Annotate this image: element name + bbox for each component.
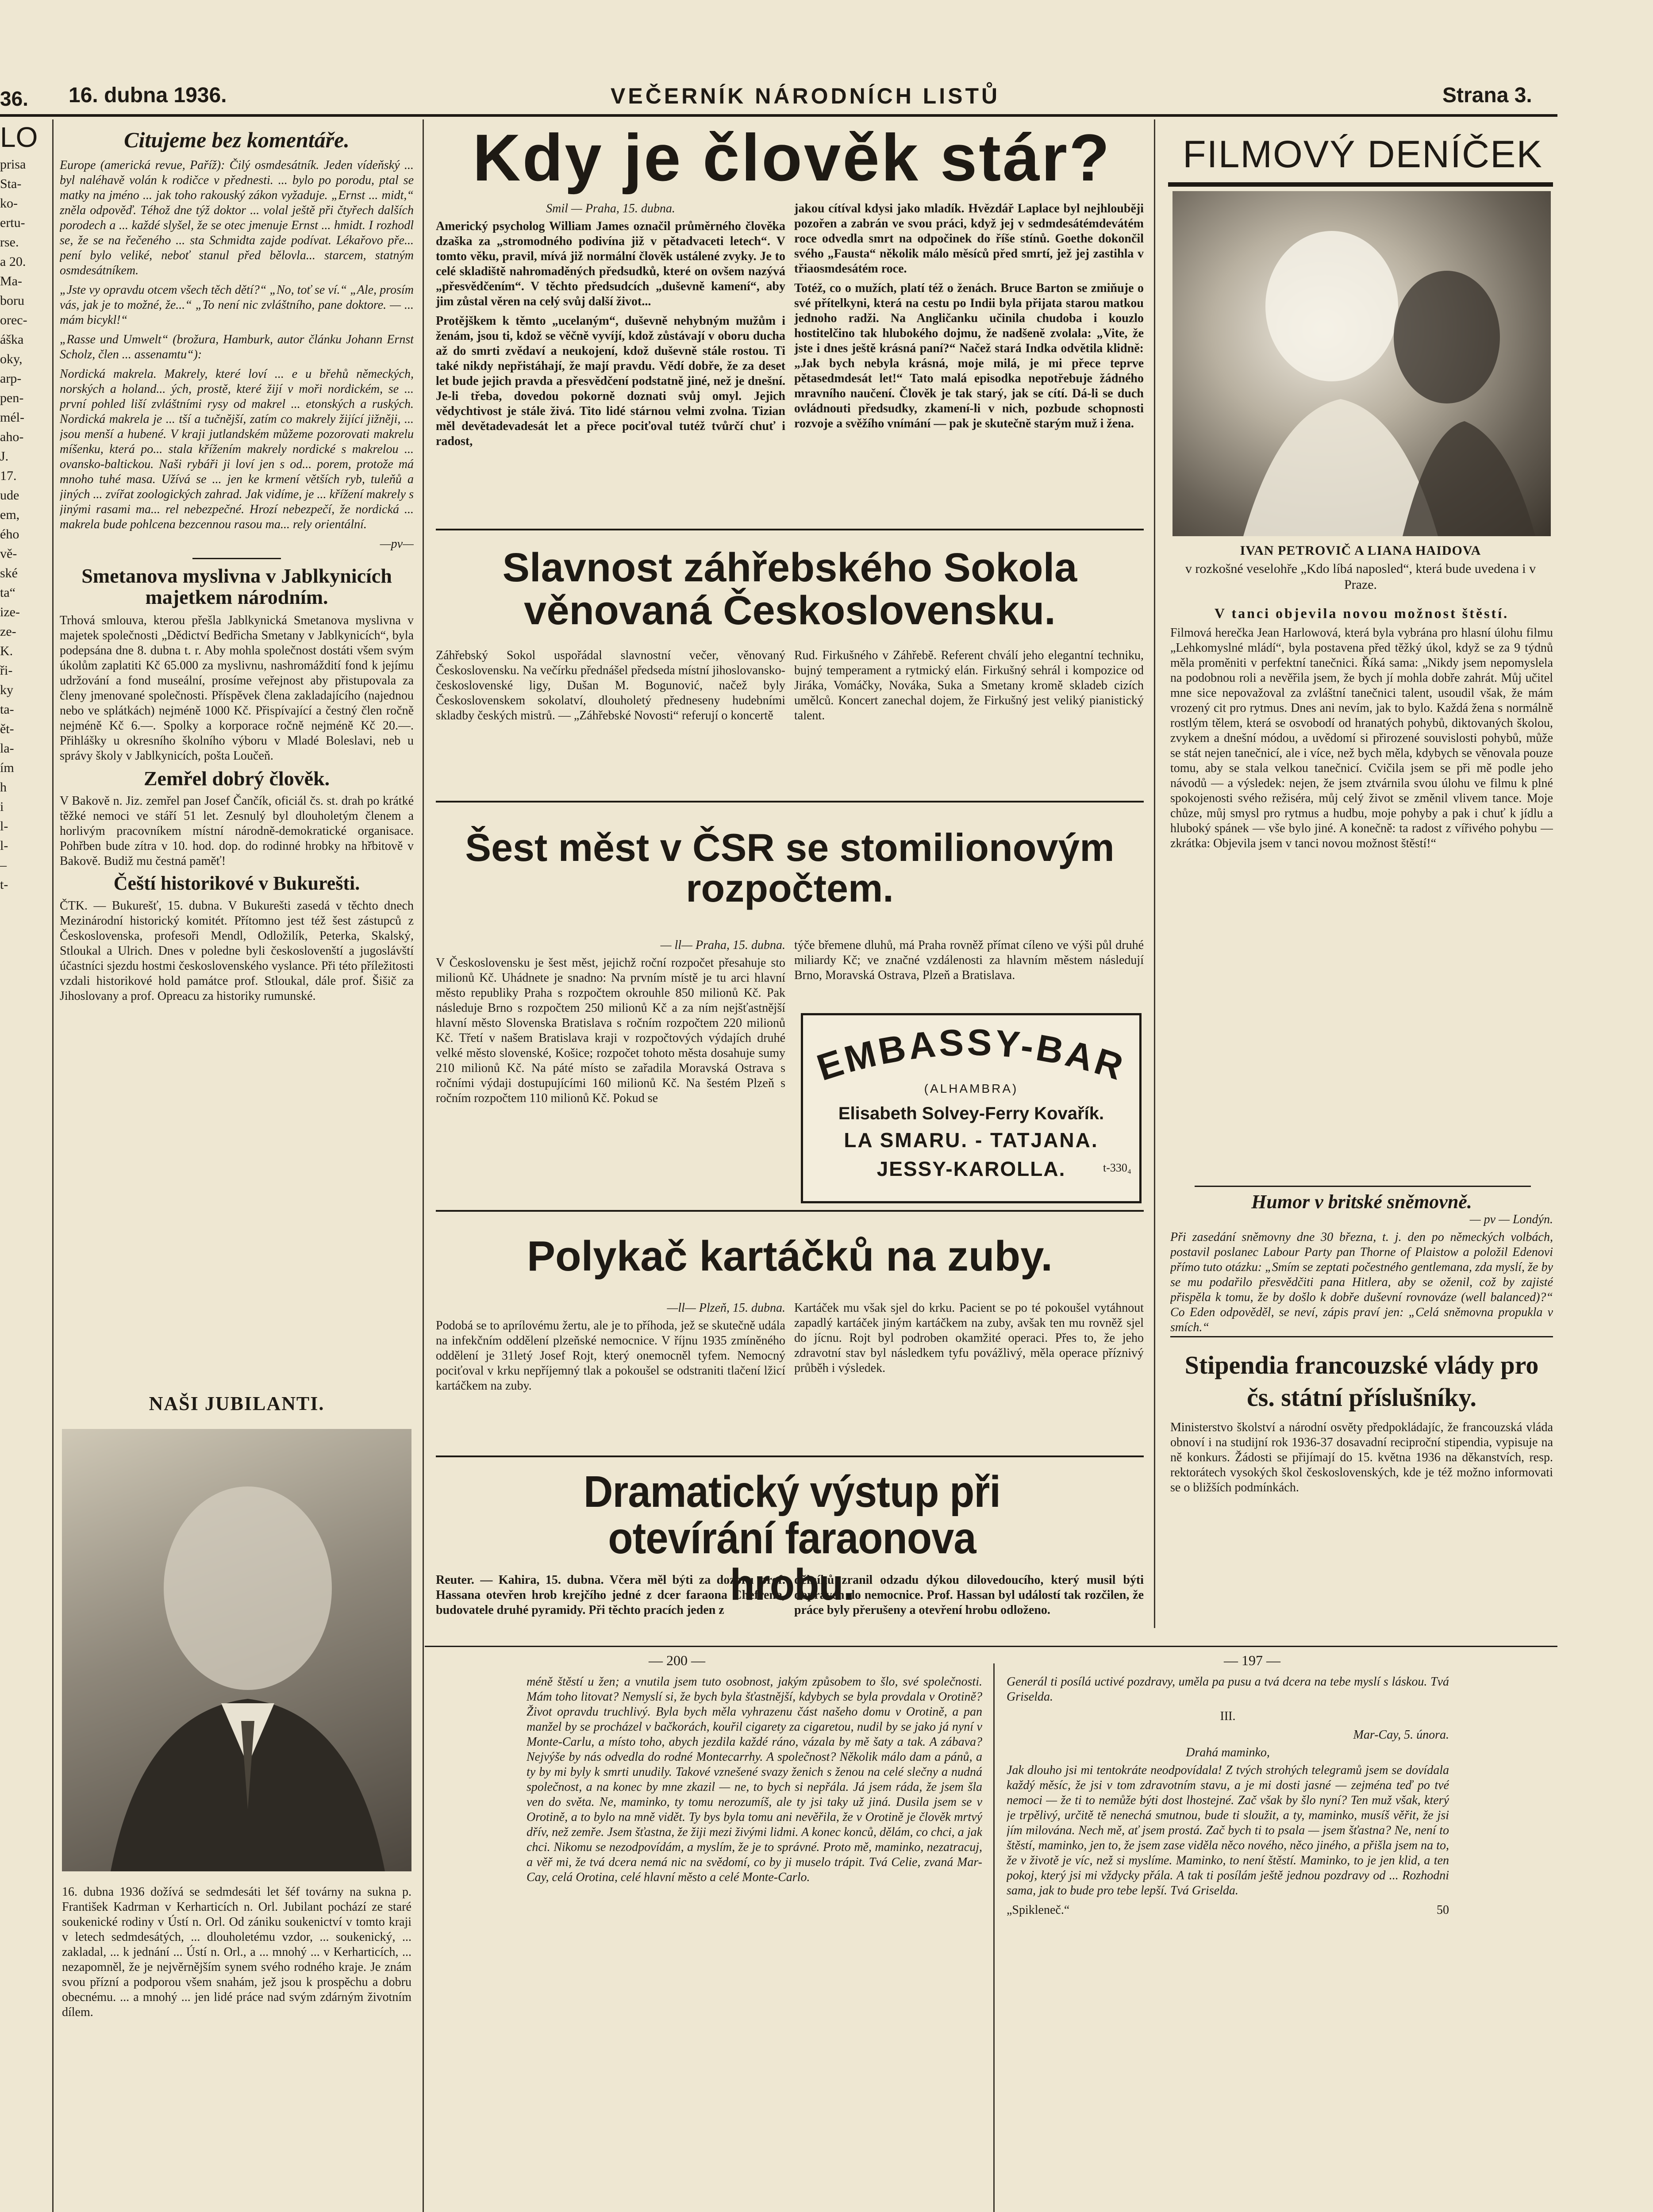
left-strip-fragment: J. xyxy=(0,449,9,464)
left-strip-fragment: ude xyxy=(0,488,19,503)
left-strip-fragment: Ma- xyxy=(0,274,22,288)
film-still-photo xyxy=(1172,191,1551,536)
slavnost-paragraph: Záhřebský Sokol uspořádal slavnostní večer, věnovaný Československu. Na večírku přednášel předseda místní jihoslovansko-československé ligy, Dušan M. Bogunović, načež byly Československem sokolatví, dlouholetý předneseny hudebními skladby českých mistrů. — „Záhřebské Novosti“ referují o koncertě xyxy=(436,649,785,722)
svg-text:EMBASSY-BAR: EMBASSY-BAR xyxy=(812,1021,1130,1089)
left-strip-fragment: boru xyxy=(0,293,24,308)
left-strip-fragment: ize- xyxy=(0,605,20,619)
header-rule xyxy=(0,114,1557,117)
section-rule xyxy=(436,529,1144,530)
serial-footer xyxy=(1007,1903,1449,1918)
tanci-heading: V tanci objevila novou možnost štěstí. xyxy=(1214,606,1509,621)
left-strip-fragment: orec- xyxy=(0,313,27,327)
left-strip xyxy=(0,119,49,1093)
embassy-bar-advertisement xyxy=(801,1013,1142,1203)
dramaticky-column-b xyxy=(794,1573,1144,1626)
serial-paragraph: Jak dlouho jsi mi tentokráte neodpovídala! Z tvých strohých telegramů jsem se dovídala každý měsíc, že jsi v tom zdravotním stavu, a je mi dosti jasné — zejména teď po tvé nemoci — že ti to nemůže býti dost lhostejné. Zač však by šlo nyní? Ten muž však, který je trpělivý, určitě tě nenechá smutnou, bude ti sloužit, a ty, maminko, musíš věřit, že jsi jím milována. Nech mě, ať jsem prostá. Zač bych ti to psala — jsem šťastna? Ne, není to štěstí, maminko, jen to, že jsem zase viděla něco nového, něco jiného, a přišla jsem na to, že v životě je víc, než si myslíme. Maminko, to není štěstí. Maminko, to je jen klid, a ten pokoj, který jsi mi vždycky přála. A tak ti posílám ještě jednou pozdravy od ... Rozhodni sama, jak to bude pro tebe lepší. Tvá Griselda. xyxy=(1007,1763,1449,1897)
embassy-bar-logo xyxy=(803,1015,1139,1091)
sest-mest-heading: Šest měst v ČSR se stomilionovým rozpočtem. xyxy=(465,826,1115,910)
left-strip-fragment: – xyxy=(0,858,7,872)
sest-mest-column-b xyxy=(794,938,1144,1009)
left-strip-fragment: aho- xyxy=(0,430,24,444)
slavnost-paragraph: Rud. Firkušného v Záhřebě. Referent chválí jeho elegantní techniku, bujný temperament a rytmický elán. Firkušný sehrál i kompozice od Jiráka, Vomáčky, Nováka, Suka a Smetany kromě skladeb cizích umělců. Koncert zanechal dojem, že Firkušný jest veliký pianistický talent. xyxy=(794,649,1144,722)
left-strip-fragment: ta“ xyxy=(0,585,15,600)
filmovy-denicek-rule xyxy=(1168,182,1553,187)
zemrel-heading: Zemřel dobrý člověk. xyxy=(143,767,330,790)
dramaticky-heading: Dramatický výstup při otevírání faraonova hrobu. xyxy=(584,1467,1000,1609)
filmovy-denicek-heading: FILMOVÝ DENÍČEK xyxy=(1183,133,1543,176)
serial-divider xyxy=(993,1663,995,2212)
citujeme-paragraph: „Jste vy opravdu otcem všech těch dětí?“ „No, toť se ví.“ „Ale, prosím vás, jak je to možné, že...“ „To není nic zvláštního, pane doktore. — ... mám bicykl!“ xyxy=(60,283,414,327)
dramaticky-column-a xyxy=(436,1573,785,1626)
stipendia-column xyxy=(1170,1420,1553,1615)
left-strip-fragment: ky xyxy=(0,683,13,697)
left-strip-fragment: ři- xyxy=(0,663,13,678)
page-number: Strana 3. xyxy=(1442,84,1532,107)
left-strip-fragment: ertu- xyxy=(0,215,25,230)
kdy-paragraph: Totéž, co o mužích, platí též o ženách. Bruce Barton se zmiňuje o své přítelkyni, která na cestu po Indii byla přijata starou matkou jednoho radži. Na Angličanku učinila chudoba i kouzlo hostitelčino tak hlubokého dojmu, že nadšeně zvolala: „Vite, že jste i dnes ještě krásná paní?“ Načež stará Indka odvětila klidně: „Jak bych nebyla krásná, moje milá, je mi přece teprve pětasedmdesát let!“ Tato malá episodka nepotřebuje žádného mravního naučení. Člověk je tak starý, jak se cítí. Dá-li se duch ovládnouti předsudky, zkamení-li v nich, pozbude schopnosti rozvoje a svěžího vnímání — pak je skutečně starým muž i žena. xyxy=(794,281,1144,430)
humor-dateline: — pv — Londýn. xyxy=(1469,1213,1553,1226)
citujeme-signature: —pv— xyxy=(380,537,414,551)
left-strip-fragment: ět- xyxy=(0,722,14,736)
polykac-paragraph: Kartáček mu však sjel do krku. Pacient se po té pokoušel vytáhnout zapadlý kartáček jiným kartáčkem na zuby, avšak ten mu rovněž sjel do jícnu. Rojt byl podroben okamžité operaci. Přes to, že jeho zdravotní stav byl následkem tyfu povážlivý, měla operace příznivý průběh i výsledek. xyxy=(794,1301,1144,1375)
polykac-paragraph: Podobá se to aprílovému žertu, ale je to příhoda, jež se skutečně udála na infekčním oddělení plzeňské nemocnice. V říjnu 1935 zmíněného oddělení je 31letý Josef Rojt, který onemocněl tyfem. Nemocný pociťoval v krku nepříjemný tlak a pokoušel se odstraniti tlačení lžicí kartáčkem na zuby. xyxy=(436,1319,785,1393)
polykac-column-b xyxy=(794,1301,1144,1447)
polykac-column-a xyxy=(436,1301,785,1447)
left-strip-fragment: vě- xyxy=(0,546,17,561)
portrait-illustration xyxy=(62,1429,411,1871)
serial-title: „Spikleneč.“ xyxy=(1007,1903,1070,1917)
left-strip-fragment: ím xyxy=(0,760,14,775)
smetanova-paragraph: Trhová smlouva, kterou přešla Jablkynická Smetanova myslivna v majetek společnosti „Dědictví Bedřicha Smetany v Jablkynicích“, byla podepsána dne 8. dubna t. r. Aby mohla společnost dostáti všem svým úkolům zaplatiti Kč 65.000 za myslivnu, nashromáždití fond k jejímu udržování a fond museální, prosíme veřejnost aby přistupovala za členy jmenované společnosti. Příspěvek člena zakladajícího (najednou nebo ve splátkách) nejméně 1000 Kč. Přispívající a čestný člen ročně nejméně Kč 6.—. Spolky a korporace ročně nejméně Kč 20.—. Přihlášky u okresního školního výboru v Mladé Boleslavi, neb u správy školy v Jablkynicích, pošta Loučeň. xyxy=(60,614,414,763)
left-strip-fragment: ko- xyxy=(0,196,18,211)
stipendia-heading: Stipendia francouzské vlády pro čs. státní příslušníky. xyxy=(1184,1351,1539,1412)
kdy-paragraph: Protějškem k těmto „ucelaným“, duševně nehybným mužům i ženám, jsou ti, kdož se věčně vyvíjí, kdož zůstávají v oboru ducha až do smrti zvědaví a neukojení, kdož duševně stále rostou. Ti také nikdy nepřistáhají, že mají pravdu. Vědí dobře, že za deset let bude jejich pravda a přesvědčení podstatně jiné, než je dnešní. Je-li třeba, dovedou pokorně doznati svůj omyl. Jejich vědychtivost je stále živá. Tito lidé stárnou velmi zvolna. Tizian měl devětadevadesát let a přece pociťoval tutéž tvůrčí chuť i radost, xyxy=(436,314,785,448)
embassy-bar-line: LA SMARU. - TATJANA. xyxy=(844,1129,1099,1152)
section-rule xyxy=(1170,1336,1553,1337)
zemrel-paragraph: V Bakově n. Jiz. zemřel pan Josef Čančík, oficiál čs. st. drah po krátké těžké nemoci ve stáří 51 let. Zesnulý byl dlouholetým členem a horlivým pracovníkem místní národně-demokratické organisace. Pohřben bude zítra v 10. hod. dop. do rodinné hrobky na hřbitově v Bakově. Budiž mu čestná paměť! xyxy=(60,794,414,868)
film-still-illustration xyxy=(1172,191,1551,536)
embassy-bar-code: t-330₄ xyxy=(1103,1161,1131,1174)
citujeme-paragraph: Nordická makrela. Makrely, které loví ... e u břehů německých, norských a holand... ých, prostě, které žijí v moři nordickém, se ... první pohled liší zvláštními rysy od makrel ... etonských a ruských. Nordická makrela je ... tší a tučnější, zatím co makrely žijící jižněji, ... jsou menší a hubené. V kraji jutlandském můžeme pozorovati makrelu míšenku, která po... stala křížením makrely nordické s makrelou ... ovansko-baltickou. Naši rybáři ji loví jen s od... porem, protože má mnoho tuhé masa. Užívá se ... jen ke krmení větších ryb, tuleňů a jiných ... zvířat zoologických zahrad. Jak vidíme, je ... křížení makrely s jinými rasami ma... rel nebezpečné. Hrozí nebezpečí, že nordická ... makrela bude pohlcena bezcennou rasou ma... rely orientální. xyxy=(60,367,414,531)
issue-date: 16. dubna 1936. xyxy=(69,84,227,107)
sest-mest-dateline: — ll— Praha, 15. dubna. xyxy=(660,938,785,952)
left-strip-fragment: a 20. xyxy=(0,254,26,269)
stipendia-paragraph: Ministerstvo školství a národní osvěty předpokládajíc, že francouzská vláda obnoví i na studijní rok 1936-37 dosavadní reciproční stipendia, vypisuje na ně konkurs. Žádosti se přijímají do 15. května 1936 na děkanstvích, resp. rektorátech vysokých škol československých, kde je též možno informovati se o bližších podmínkách. xyxy=(1170,1421,1553,1494)
kdy-paragraph: Americký psycholog William James označil průměrného člověka dzaška za „stromodného podivína již v pětadvaceti letech“. V tomto věku, pravil, mívá již normální člověk ustálené zvyky. Je to celé skladiště nahromaděných předsudků, které on ovšem nazývá „přesvědčením“. V těchto předsudcích „duševně kamení“, aby jim zůstal věren na celý svůj další život... xyxy=(436,219,785,308)
serial-chapter: III. xyxy=(1220,1709,1236,1723)
left-strip-fragment: mél- xyxy=(0,410,24,425)
slavnost-column-b xyxy=(794,648,1144,794)
section-rule xyxy=(436,801,1144,803)
page-edge-number: 36. xyxy=(0,87,28,110)
sest-mest-column-a xyxy=(436,938,785,1203)
humor-paragraph: Při zasedání sněmovny dne 30 března, t. j. den po německých volbách, postavil poslanec Labour Party pan Thorne of Plaistow a položil Edenovi přímo tuto otázku: „Smím se zeptati počestného gentlemana, zda myslí, že by se mu podařilo přesvědčiti pana Hitlera, aby se oženil, což by zajisté přispěla k tomu, že by došlo k dobře duševní rovnováze (well balanced)?“ Co Eden odpověděl, se neví, zápis praví jen: „Celá sněmovna propukla v smích.“ xyxy=(1170,1230,1553,1334)
slavnost-heading: Slavnost záhřebského Sokola věnovaná Československu. xyxy=(502,545,1077,633)
film-still-subcaption: v rozkošné veselohře „Kdo líbá naposled“, která bude uvedena i v Praze. xyxy=(1185,561,1536,592)
serial-top-rule xyxy=(425,1646,1557,1647)
left-strip-fragment: prisa xyxy=(0,157,26,172)
serial-salutation: Drahá maminko, xyxy=(1186,1746,1270,1759)
left-strip-fragment: ze- xyxy=(0,624,16,639)
serial-left-page-number: — 200 — xyxy=(649,1652,705,1668)
serial-paragraph: méně štěstí u žen; a vnutila jsem tuto osobnost, jakým způsobem to šlo, své společnosti. Mám toho litovat? Nemyslí si, že bych byla šťastnější, kdybych se byla provdala v Orotině? Život opravdu truchlivý. Byla bych měla vyhrazenu část našeho domu v Orotině, a pan manžel by se procházel v bačkorách, kouřil cigarety za cigaretou, nudil by se jako já nyní v Monte-Carlu, a místo toho, abych jezdila každé ráno, vázala by mě šaty a tak. A zábava? Nejvýše by nás odvedla do rodné Montecarrhy. A společnost? Několik málo dam a pánů, a ty by mi byly k smrti unudily. Takové vznešené svazy ženich s ženou na celé slečny a nudná společnost, a na konec by mne zkazil — ne, to bych si nepřála. Já jsem ráda, že jsem šla ven do světa. Ne, maminko, ty tomu nerozumíš, ale ty jsi taky už jiná. Dusila jsem se v Orotině, a to bylo na mně vidět. Ty bys byla tomu ani nevěřila, že v Orotině je člověk mrtvý dřív, než zemře. Jsem šťastna, že žiji mezi živými lidmi. A konec konců, dělám, co chci, a jak chci. Nikomu se nezodpovídám, a myslím, že je to správné. Proto mě, maminko, nezatracuj, a věř mi, že tvá dcera nemá nic na svědomí, co by ji muselo trápit. Tvá Celie, zvaná Mar-Cay, celá Orotina, celé hlavní město a celé Monte-Carlo. xyxy=(527,1675,982,1884)
left-strip-fragment: ta- xyxy=(0,702,14,717)
serial-right-page-number: — 197 — xyxy=(1224,1652,1280,1668)
cesti-historikove-paragraph: ČTK. — Bukurešť, 15. dubna. V Bukurešti zasedá v těchto dnech Mezinárodní historický komitét. Přítomno jest též šest zástupců z Československa, profesoři Mendl, Odložilík, Peterka, Skalský, Stloukal a Ulrich. Dnes v poledne byli českoslovenští a jugoslávští účastníci sjezdu hostmi československého vyslance. Při této příležitosti vzdali historikové hold památce prof. Stloukal, dále prof. Šišič za Jihoslovany a prof. Opreacu za historiky rumunské. xyxy=(60,899,414,1003)
section-rule xyxy=(1195,1186,1531,1187)
sest-mest-paragraph: týče břemene dluhů, má Praha rovněž přímat cíleno ve výši půl druhé miliardy Kč; ve značné vzdálenosti za hlavním městem následují Brno, Moravská Ostrava, Plzeň a Bratislava. xyxy=(794,938,1144,982)
slavnost-column-a xyxy=(436,648,785,794)
serial-place-date: Mar-Cay, 5. února. xyxy=(1353,1728,1449,1742)
polykac-dateline: —ll— Plzeň, 15. dubna. xyxy=(667,1301,785,1315)
nasi-jubilanti-text xyxy=(62,1885,411,2212)
tanci-column xyxy=(1170,606,1553,1181)
serial-paragraph: Generál ti posílá uctivé pozdravy, uměla pa pusu a tvá dcera na tebe myslí s láskou. Tvá Griselda. xyxy=(1007,1675,1449,1704)
smetanova-heading: Smetanova myslivna v Jablkynicích majetkem národním. xyxy=(81,564,392,608)
dramaticky-paragraph: dělníků zranil odzadu dýkou dilovedoucího, který musil býti dopraven do nemocnice. Prof. Hassan byl událostí tak rozčilen, že práce byly přerušeny a otevření hrobu odloženo. xyxy=(794,1573,1144,1617)
left-strip-fragment: ské xyxy=(0,566,18,580)
left-strip-fragment: áška xyxy=(0,332,24,347)
serial-left-column xyxy=(527,1674,982,2212)
left-strip-fragment: LO xyxy=(0,121,38,153)
newspaper-name: VEČERNÍK NÁRODNÍCH LISTŮ xyxy=(611,84,1000,108)
embassy-bar-line: Elisabeth Solvey-Ferry Kovařík. xyxy=(838,1104,1104,1123)
left-strip-fragment: Sta- xyxy=(0,177,22,191)
tanci-paragraph: Filmová herečka Jean Harlowová, která byla vybrána pro hlasní úlohu filmu „Lehkomyslné mládí“, byla postavena před těžký úkol, když se za 9 týdnů měla proměniti v perfektní tanečnici. Říká sama: „Nikdy jsem nepomyslela na podobnou roli a nevěřila jsem, že bych jí mohla dobře zahrát. Můj učitel mne sice nepovažoval za zvláštní tanečnici talent, usoudil však, že mám vrozený cit pro rytmus. Dnes ani nevím, jak to bylo. Každá žena s normálně rostlým tělem, která se osvobodí od hranatých pohybů, diktovaných školou, zvykem a dnešní módou, a uvědomí si přirozené souvislosti pohybů, může se stát nejen tanečnicí, ale i více, než bych měla, kdybych se věnovala pouze tomu, aby se stala velkou tanečnicí. Cvičila jsem se při mě podle jeho návodů — a výsledek: nejen, že jsem ztvárnila svou úlohu ve filmu k plné spokojenosti svého režiséra, můj celý život se změnil vlivem tance. Moje chůze, můj smysl pro rytmus a hudbu, moje pohyby a pak i chuť k jídlu a hluboký spánek — vše bylo jiné. A konečně: ta radost z vířivého pohybu — zkrátka: Objevila jsem v tanci novou možnost štěstí!“ xyxy=(1170,626,1553,850)
cesti-historikove-heading: Čeští historikové v Bukurešti. xyxy=(113,872,360,895)
column-rule xyxy=(1154,119,1155,1628)
section-divider xyxy=(192,558,281,559)
left-strip-fragment: K. xyxy=(0,644,13,658)
left-strip-fragment: l- xyxy=(0,819,8,833)
nasi-jubilanti-paragraph: 16. dubna 1936 dožívá se sedmdesáti let šéf továrny na sukna p. František Kadrman v Kerharticích n. Orl. Jubilant pochází ze staré soukenické rodiny v Ústí n. Orl. Od zániku soukenictví v tomto kraji v letech sedmdesátých, ... dlouholetému vzdor, ... soukenický, ... zakladal, ... k jednání ... Ústí n. Orl., a ... mnohý ... v Kerharticích, ... nezapomněl, že je nejvěrnějším synem svého rodného kraje. Je znám svou přízní a podporou všem snahám, jež jsou k prospěchu a dobru obecnému. ... a mnohý ... jen lidé práce nad svým zdárným životním dílem. xyxy=(62,1885,411,2019)
sest-mest-paragraph: V Československu je šest měst, jejichž roční rozpočet přesahuje sto milionů Kč. Uhádnete je snadno: Na prvním místě je tu arci hlavní město republiky Praha s rozpočtem okrouhle 850 milionů Kč. Pak následuje Brno s rozpočtem 250 milionů Kč a za ním nejšťastnější hlavní město Slovenska Bratislava s ročním rozpočtem 220 milionů Kč. Třetí v našem Bratislava kraji v rozpočtových výdajích druhé velké město slovenské, Košice; rozpočet tohoto města dosahuje sumy 210 milionů Kč. Na páté místo se zařadila Moravská Ostrava s ročními výdaji dostupujícími 160 milionů Kč. Na šestém Plzeň s ročním rozpočtem 110 milionů Kč. Pokud se xyxy=(436,956,785,1105)
humor-heading: Humor v britské sněmovně. xyxy=(1251,1194,1472,1213)
section-rule xyxy=(436,1210,1144,1212)
embassy-bar-line: JESSY-KAROLLA. xyxy=(876,1157,1066,1180)
polykac-heading: Polykač kartáčků na zuby. xyxy=(527,1233,1053,1280)
jubilant-portrait-photo xyxy=(62,1429,411,1871)
left-strip-fragment: em, xyxy=(0,507,20,522)
kdy-heading: Kdy je člověk stár? xyxy=(473,120,1111,195)
left-strip-fragment: t- xyxy=(0,877,8,892)
left-strip-fragment: l- xyxy=(0,838,8,853)
embassy-bar-subtitle: (ALHAMBRA) xyxy=(924,1082,1019,1095)
left-strip-fragment: 17. xyxy=(0,469,17,483)
film-still-caption: IVAN PETROVIČ A LIANA HAIDOVA xyxy=(1240,543,1481,558)
dramaticky-paragraph: Reuter. — Kahira, 15. dubna. Včera měl býti za dozoru prof. Hassana otevřen hrob krejčího jedné z dcer faraona Chefrena, budovatele druhé pyramidy. Při těchto pracích jeden z xyxy=(436,1573,785,1617)
kdy-column-b xyxy=(794,201,1144,520)
kdy-column-a xyxy=(436,201,785,520)
left-strip-fragment: h xyxy=(0,780,7,795)
nasi-jubilanti-heading: NAŠI JUBILANTI. xyxy=(149,1393,325,1414)
column-1 xyxy=(60,128,414,1389)
section-rule xyxy=(436,1455,1144,1457)
column-rule xyxy=(423,119,424,2212)
left-strip-text xyxy=(0,119,49,895)
left-strip-fragment: i xyxy=(0,799,4,814)
humor-column xyxy=(1170,1194,1553,1336)
left-strip-fragment: arp- xyxy=(0,371,22,386)
citujeme-paragraph: Europe (americká revue, Paříž): Čilý osmdesátník. Jeden vídeňský ... byl naléhavě volán k rodičce v přednesti. ... bylo po porodu, ptal se matky na jméno ... jak toho rakouský zákon vyžaduje. „Ernst ... midt,“ zněla odpověď. Téhož dne týž doktor ... volal ještě při čtyřech dalších porodech a ... každé slyšel, že se otec jmenuje Ernst ... hmidt. I rozhodl se, že se na řečeného ... sta Schmidta zajde podívat. Lékařovo pře... pení bylo veliké, neboť stanul před bělovla... starcem, statným osmdesátníkem. xyxy=(60,158,414,277)
kdy-paragraph: jakou cítíval kdysi jako mladík. Hvězdář Laplace byl nejhlouběji pozořen a zabrán ve svou práci, když jej v sedmdesátémdevátém roce odvedla smrt na odpočinek do říše stínů. Goethe dokončil svého „Fausta“ několik málo měsíců před smrtí, jež jej zastihla v třiaosmdesátém roce. xyxy=(794,202,1144,276)
serial-right-column xyxy=(1007,1674,1449,2212)
citujeme-paragraph: „Rasse und Umwelt“ (brožura, Hamburk, autor článku Johann Ernst Scholz, člen ... assenamtu“): xyxy=(60,332,414,361)
left-strip-fragment: pen- xyxy=(0,391,24,405)
serial-episode-number: 50 xyxy=(1437,1903,1449,1917)
left-strip-fragment: oky, xyxy=(0,352,23,366)
kdy-dateline: Smil — Praha, 15. dubna. xyxy=(546,202,675,215)
citujeme-heading: Citujeme bez komentáře. xyxy=(124,128,350,152)
left-strip-fragment: ého xyxy=(0,527,19,541)
left-strip-fragment: la- xyxy=(0,741,14,756)
left-strip-fragment: rse. xyxy=(0,235,19,250)
left-column-rule xyxy=(52,119,54,2212)
